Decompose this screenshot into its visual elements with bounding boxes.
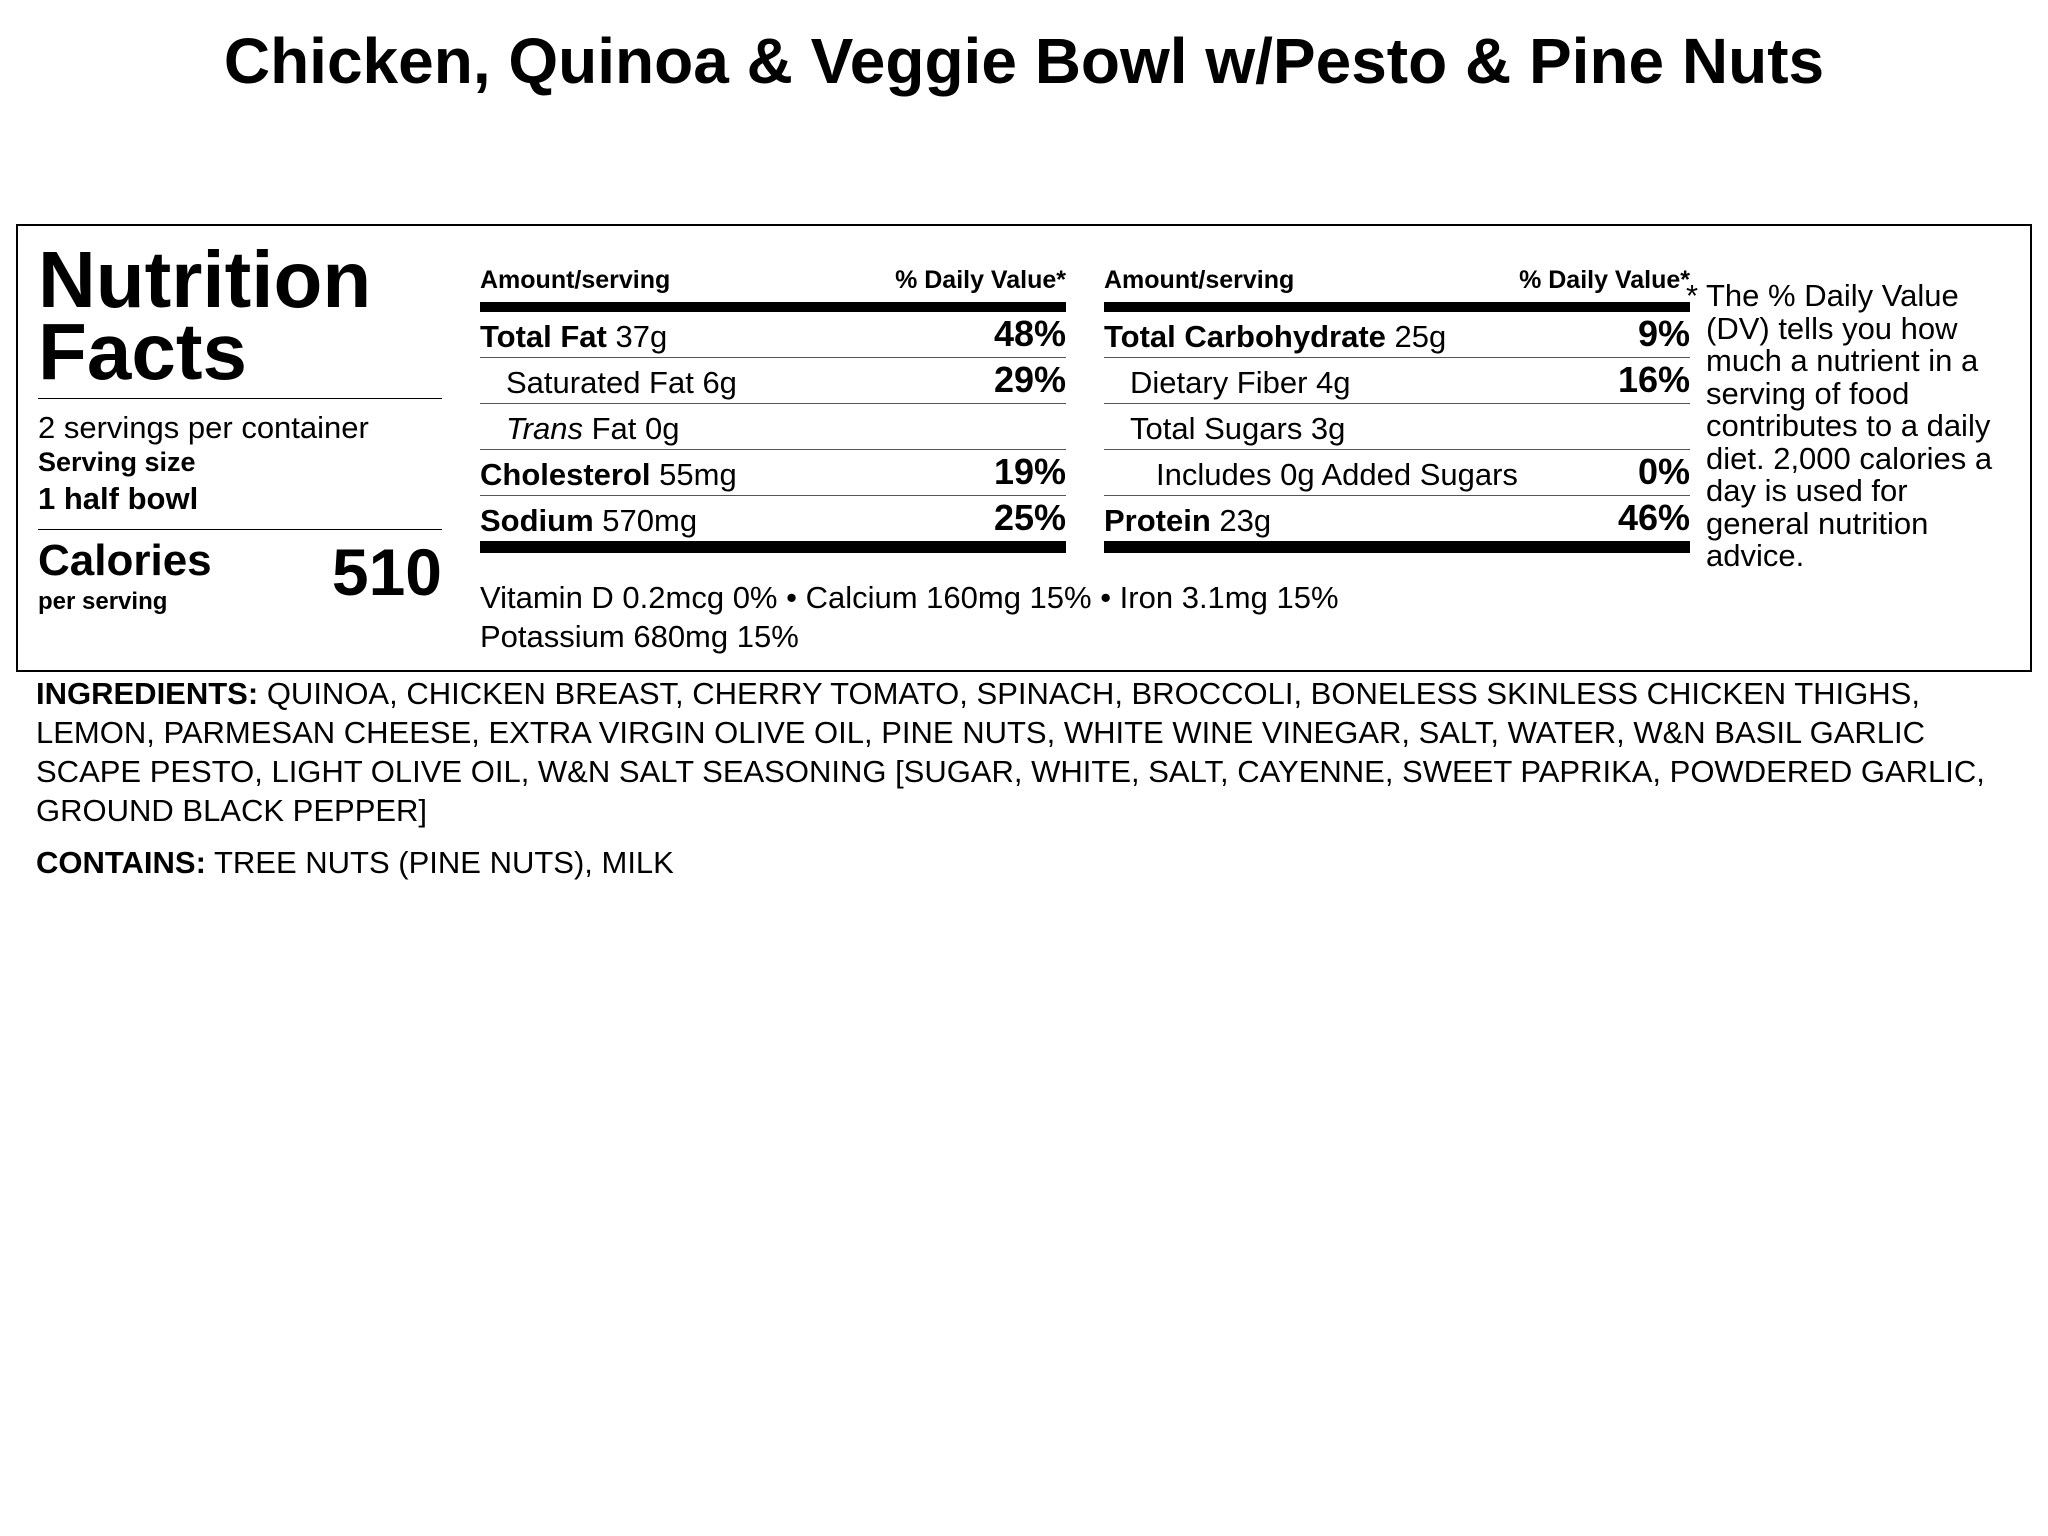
nutrient-row-added-sugars [1104, 450, 1690, 496]
nutrient-name: Includes 0g Added Sugars [1156, 457, 1518, 492]
calories-sublabel: per serving [38, 588, 168, 615]
footnote-text: The % Daily Value (DV) tells you how much a nutrient in a serving of food contributes to a daily diet. 2,000 calories a day is used for general nutrition advice. [1706, 278, 1993, 573]
nutrient-name: Sodium [480, 503, 594, 538]
daily-value-footnote [1686, 278, 2006, 573]
nutrient-name: Total Carbohydrate [1104, 319, 1386, 354]
nutrient-row-dietary-fiber [1104, 358, 1690, 404]
nutrient-dv: 29% [993, 359, 1066, 400]
nutrient-dv: 16% [1617, 359, 1690, 400]
nutrient-name: Dietary Fiber 4g [1130, 365, 1351, 400]
nutrient-amount: 55mg [659, 457, 737, 492]
nutrient-row-trans-fat [480, 404, 1066, 450]
nutrition-facts-panel [16, 224, 2032, 672]
calories-row [38, 536, 442, 626]
nutrient-column-left [480, 266, 1066, 553]
ingredients-text: QUINOA, CHICKEN BREAST, CHERRY TOMATO, SPINACH, BROCCOLI, BONELESS SKINLESS CHICKEN THIGHS, LEMON, PARMESAN CHEESE, EXTRA VIRGIN OLIVE OIL, PINE NUTS, WHITE WINE VINEGAR, SALT, WATER, W&N BASIL GARLIC SCAPE PESTO, LIGHT OLIVE OIL, W&N SALT SEASONING [SUGAR, WHITE, SALT, CAYENNE, SWEET PAPRIKA, POWDERED GARLIC, GROUND BLACK PEPPER] [36, 676, 1985, 828]
nutrient-name: Total Sugars 3g [1130, 411, 1346, 446]
amount-header: Amount/serving [480, 266, 671, 294]
nutrient-dv: 9% [1637, 313, 1690, 354]
nutrient-dv: 46% [1617, 497, 1690, 538]
nutrient-name-italic: Trans [506, 411, 583, 446]
daily-value-header: % Daily Value* [895, 266, 1066, 294]
nutrient-amount: 37g [615, 319, 668, 354]
nutrient-name: Saturated Fat 6g [506, 365, 737, 400]
nutrition-summary [38, 235, 442, 626]
amount-header: Amount/serving [1104, 266, 1295, 294]
nutrient-row-saturated-fat [480, 358, 1066, 404]
nutrient-amount: 570mg [602, 503, 698, 538]
product-title: Chicken, Quinoa & Veggie Bowl w/Pesto & Pine Nuts [223, 25, 1825, 97]
calories-label: Calories [38, 536, 212, 585]
contains-text: TREE NUTS (PINE NUTS), MILK [213, 845, 674, 880]
column-header [1104, 266, 1690, 296]
divider [38, 398, 442, 399]
heading-line-2: Facts [38, 307, 247, 396]
allergen-statement [36, 843, 674, 882]
thick-divider [1104, 302, 1690, 312]
calories-value: 510 [331, 535, 442, 609]
thick-divider [1104, 541, 1690, 553]
heading-line-1: Nutrition [38, 235, 372, 324]
ingredients-statement [36, 674, 1996, 830]
thick-divider [480, 541, 1066, 553]
vitamins-minerals [480, 578, 1339, 656]
divider [38, 529, 442, 530]
footnote-asterisk: * [1686, 278, 1699, 313]
vitamins-line-1: Vitamin D 0.2mcg 0% • Calcium 160mg 15% • Iron 3.1mg 15% [480, 580, 1339, 615]
nutrient-amount: 23g [1219, 503, 1272, 538]
nutrient-row-cholesterol [480, 450, 1066, 496]
thick-divider [480, 302, 1066, 312]
nutrient-amount: 25g [1394, 319, 1447, 354]
nutrient-row-protein [1104, 496, 1690, 541]
nutrient-row-total-fat [480, 312, 1066, 358]
nutrient-dv: 0% [1637, 451, 1690, 492]
nutrient-column-right [1104, 266, 1690, 553]
nutrient-dv: 48% [993, 313, 1066, 354]
serving-size-label: Serving size [38, 447, 196, 477]
vitamins-line-2: Potassium 680mg 15% [480, 619, 799, 654]
nutrient-row-total-sugars [1104, 404, 1690, 450]
nutrient-row-total-carbohydrate [1104, 312, 1690, 358]
contains-label: CONTAINS: [36, 845, 206, 880]
nutrient-dv: 19% [993, 451, 1066, 492]
daily-value-header: % Daily Value* [1519, 266, 1690, 294]
nutrient-name: Total Fat [480, 319, 607, 354]
serving-size-value: 1 half bowl [38, 481, 199, 516]
nutrient-name: Fat 0g [591, 411, 680, 446]
nutrition-facts-heading [38, 235, 442, 396]
nutrient-row-sodium [480, 496, 1066, 541]
nutrient-name: Protein [1104, 503, 1211, 538]
nutrient-dv: 25% [993, 497, 1066, 538]
column-header [480, 266, 1066, 296]
servings-per-container: 2 servings per container [38, 410, 369, 445]
nutrient-name: Cholesterol [480, 457, 651, 492]
ingredients-label: INGREDIENTS: [36, 676, 259, 711]
